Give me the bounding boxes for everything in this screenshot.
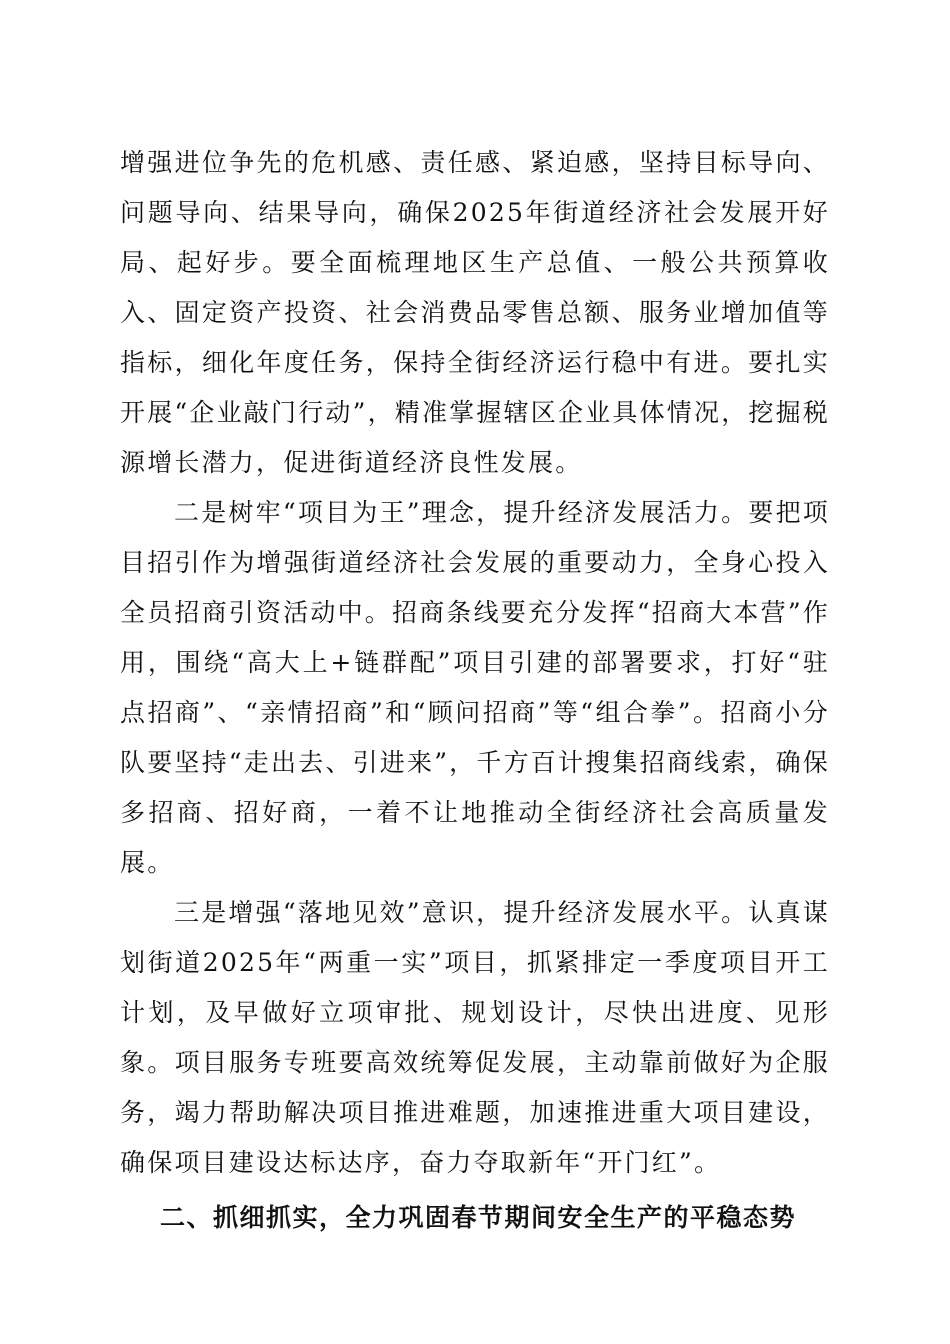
paragraph-continuation: 增强进位争先的危机感、责任感、紧迫感，坚持目标导向、问题导向、结果导向，确保2025年街道经济社会发展开好局、起好步。要全面梳理地区生产总值、一般公共预算收入、固定资产投资、社会消费品零售总额、服务业增加值等指标，细化年度任务，保持全街经济运行稳中有进。要扎实开展“企业敲门行动”，精准掌握辖区企业具体情况，挖掘税源增长潜力，促进街道经济良性发展。 bbox=[120, 148, 830, 477]
paragraph-implementation: 三是增强“落地见效”意识，提升经济发展水平。认真谋划街道2025年“两重一实”项目，抓紧排定一季度项目开工计划，及早做好立项审批、规划设计，尽快出进度、见形象。项目服务专班要高效统筹促发展，主动靠前做好为企服务，竭力帮助解决项目推进难题，加速推进重大项目建设，确保项目建设达标达序，奋力夺取新年“开门红”。 bbox=[120, 898, 830, 1177]
document-body bbox=[120, 138, 830, 1243]
paragraph-project-first: 二是树牢“项目为王”理念，提升经济发展活力。要把项目招引作为增强街道经济社会发展的重要动力，全身心投入全员招商引资活动中。招商条线要充分发挥“招商大本营”作用，围绕“高大上+链群配”项目引建的部署要求，打好“驻点招商”、“亲情招商”和“顾问招商”等“组合拳”。招商小分队要坚持“走出去、引进来”，千方百计搜集招商线索，确保多招商、招好商，一着不让地推动全街经济社会高质量发展。 bbox=[120, 498, 830, 877]
section-heading: 二、抓细抓实，全力巩固春节期间安全生产的平稳态势 bbox=[160, 1203, 797, 1232]
